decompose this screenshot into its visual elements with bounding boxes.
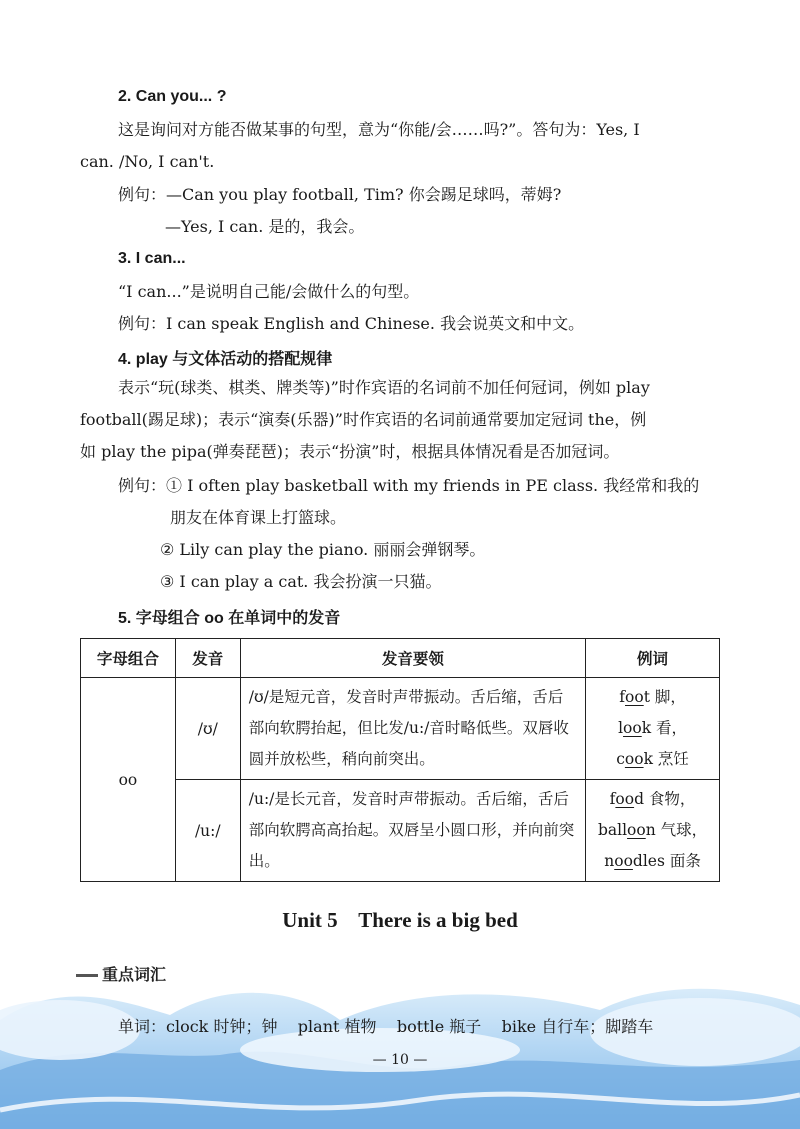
example-word: look 看， <box>618 719 688 737</box>
example-word: foot 脚， <box>619 688 686 706</box>
section-5-heading: 5. 字母组合 oo 在单词中的发音 <box>118 610 341 627</box>
arrow-icon <box>76 974 98 977</box>
section-4-example-3: ③ I can play a cat. 我会扮演一只猫。 <box>160 572 442 591</box>
section-4-heading: 4. play 与文体活动的搭配规律 <box>118 351 333 368</box>
example-word: cook 烹饪 <box>616 750 689 768</box>
section-4-example-1: 例句：① I often play basketball with my friends in PE class. 我经常和我的 <box>118 476 700 495</box>
page-number: — 10 — <box>372 1052 428 1068</box>
table-header-row <box>81 639 720 678</box>
examples-cell <box>586 780 720 882</box>
table-row <box>81 780 720 882</box>
examples-cell <box>586 678 720 780</box>
section-4-example-2: ② Lily can play the piano. 丽丽会弹钢琴。 <box>160 540 486 559</box>
example-word: food 食物， <box>609 790 696 808</box>
section-2-line-1: 这是询问对方能否做某事的句型，意为“你能/会……吗?”。答句为：Yes, I <box>118 120 640 139</box>
section-4-example-1-translation: 朋友在体育课上打篮球。 <box>170 508 347 527</box>
section-3-example: 例句：I can speak English and Chinese. 我会说英文和中文。 <box>118 314 585 333</box>
unit-title: Unit 5 There is a big bed <box>282 908 518 932</box>
section-4-line-1: 表示“玩(球类、棋类、牌类等)”时作宾语的名词前不加任何冠词，例如 play <box>118 378 650 397</box>
example-word: noodles 面条 <box>604 852 701 870</box>
section-4-line-3: 如 play the pipa(弹奏琵琶)；表示“扮演”时，根据具体情况看是否加冠词。 <box>80 442 620 461</box>
section-3-line-1: “I can...”是说明自己能/会做什么的句型。 <box>118 282 420 301</box>
letter-combo-cell: oo <box>81 678 176 882</box>
header-example-words: 例词 <box>586 639 720 678</box>
sky-cloud-background <box>0 960 800 1129</box>
example-word: balloon 气球， <box>597 821 708 839</box>
section-3-heading: 3. I can... <box>118 250 186 267</box>
vocabulary-words-line: 单词：clock 时钟；钟 plant 植物 bottle 瓶子 bike 自行车；脚踏车 <box>118 1017 654 1036</box>
section-2-example-answer: —Yes, I can. 是的，我会。 <box>165 217 365 236</box>
key-vocabulary-label <box>76 962 166 985</box>
header-pronunciation: 发音 <box>175 639 240 678</box>
pronunciation-table <box>80 638 720 882</box>
section-4-line-2: football(踢足球)；表示“演奏(乐器)”时作宾语的名词前通常要加定冠词 the，例 <box>80 410 647 429</box>
ipa-cell: /u:/ <box>175 780 240 882</box>
key-vocabulary-text: 重点词汇 <box>102 965 167 984</box>
header-key-points: 发音要领 <box>240 639 585 678</box>
section-2-line-2: can. /No, I can't. <box>80 152 215 171</box>
header-letter-combo: 字母组合 <box>81 639 176 678</box>
table-row <box>81 678 720 780</box>
section-2-heading: 2. Can you... ? <box>118 88 227 105</box>
ipa-cell: /ʊ/ <box>175 678 240 780</box>
description-cell: /u:/是长元音，发音时声带振动。舌后缩，舌后部向软腭高高抬起。双唇呈小圆口形，并向前突出。 <box>240 780 585 882</box>
section-2-example-question: 例句：—Can you play football, Tim? 你会踢足球吗，蒂姆? <box>118 185 562 204</box>
description-cell: /ʊ/是短元音，发音时声带振动。舌后缩，舌后部向软腭抬起，但比发/u:/音时略低些。双唇收圆并放松些，稍向前突出。 <box>240 678 585 780</box>
